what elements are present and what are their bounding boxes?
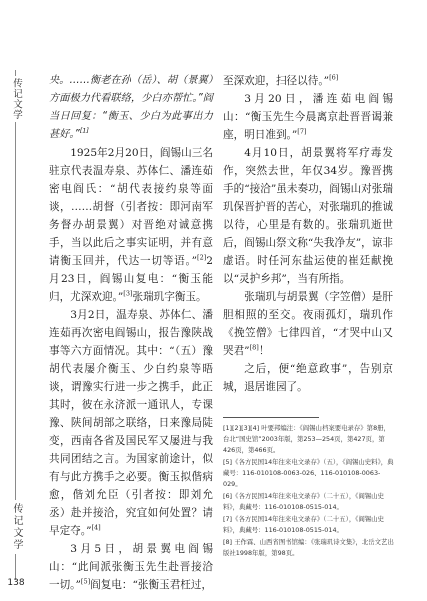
footnote-ref: [5] [80, 577, 91, 586]
footnote: [6]《各方民国14年往来电文录存》（二十五），《阎锡山史料》，典藏号：116-010108-0515-014。 [223, 492, 384, 511]
running-header: 传记文学 [7, 76, 23, 122]
footnote: [1][2][3][4] 叶要邦编注：《阎锡山档案要电录存》第8册，台北“国史馆”2003年版，第253—254页，第427页，第426页，第466页。 [223, 424, 390, 454]
footnote: [7]《各方民国14年往来电文录存》（二十五），《阎锡山史料》，典藏号：116-010108-0515-014。 [223, 515, 384, 534]
paragraph-continuation: 至深欢迎，扫径以待。”[6] [223, 73, 339, 87]
quoted-telegram: 央。……衡老在孙（岳）、胡（景翼）方面极力代看联络，少白亦帮忙。”阎当日回复：“衡玉、少白为此事出力甚好。”[1] [49, 75, 213, 140]
paragraph: 3月20日，潘连茹电阎锡山：“衡玉先生今晨离京赴晋晋谒兼座，明日准到。”[7] [223, 93, 393, 141]
footnote-ref: [3] [123, 289, 133, 298]
right-text-column [223, 72, 393, 396]
footnote-ref: [8] [249, 343, 259, 352]
left-text-column [49, 72, 213, 594]
paragraph: 张瑞玑与胡景翼（字笠僧）是肝胆相照的至交。夜雨孤灯，瑞玑作《挽笠僧》七律四首，“才哭中山又哭君”[8]！ [223, 291, 393, 357]
footnotes [223, 423, 395, 560]
footnote-ref: [6] [329, 73, 339, 82]
paragraph: 3月2日，温寿泉、苏体仁、潘连茹再次密电阎锡山，报告豫陕战事等六方面情况。其中：“（五）豫胡代表屡介衡玉、少白约泉等晤谈，谓豫实行进一步之携手，此正其时，彼在永济派一通讯人，专课豫、陕间胡部之联络，日来豫局陡变，西南各省及国民军又屡进与我共同团结之言。为国家前途计，似有与此方携手之必要。衡玉拟偕病愈，偕刘允臣（引者按：即刘允丞）赴并接洽，究宜如何处置？请早定夺。”[4] [49, 309, 213, 537]
page-number: 138 [7, 578, 25, 588]
paragraph: 之后，便“绝意政事”，告别京城，退居谁园了。 [223, 363, 393, 393]
footnote-ref: [2] [197, 253, 207, 262]
footnote-divider [223, 417, 319, 418]
paragraph: 1925年2月20日，阎锡山三名驻京代表温寿泉、苏体仁、潘连茹密电阎氏：“胡代表接约泉等面谈，……胡督（引者按：即河南军务督办胡景翼）对晋绝对诚意携手，当以此后之事实证明，并有意请衡玉回并，代达一切等语。”[2]2月23日，阎锡山复电：“衡玉能归，尤深欢迎。”[3]张瑞玑字衡玉。 [49, 147, 213, 303]
footnote: [5]《各方民国14年往来电文录存》（五），《阎锡山史料》，典藏号：116-010108-0063-026、116-010108-0063-029。 [223, 458, 394, 488]
section-label: 传记文学 [6, 500, 24, 554]
footnote-ref: [4] [91, 523, 101, 532]
footnote: [8] 王作霖、山西省图书馆编：《张瑞玑诗文集》，北岳文艺出版社1998年版，第98页。 [223, 538, 394, 557]
paragraph: 4月10日，胡景翼将军疗毒发作，突然去世，年仅34岁。豫晋携手的“接洽”虽未奏功，阎锡山对张瑞玑保晋护晋的苦心，对张瑞玑的推诚以待，心里是有数的。张瑞玑逝世后，阎锡山祭文称“失我净友”，谅非虚语。时任河东盐运使的崔廷献挽以“灵护乡邦”，当有所指。 [223, 147, 393, 285]
footnote-ref: [7] [297, 127, 307, 136]
paragraph: 3月5日，胡景翼电阎锡山：“此间派张衡玉先生赴晋接洽一切。”[5]阎复电：“张衡玉君枉过， [49, 543, 213, 591]
footnote-ref: [1] [79, 126, 89, 135]
